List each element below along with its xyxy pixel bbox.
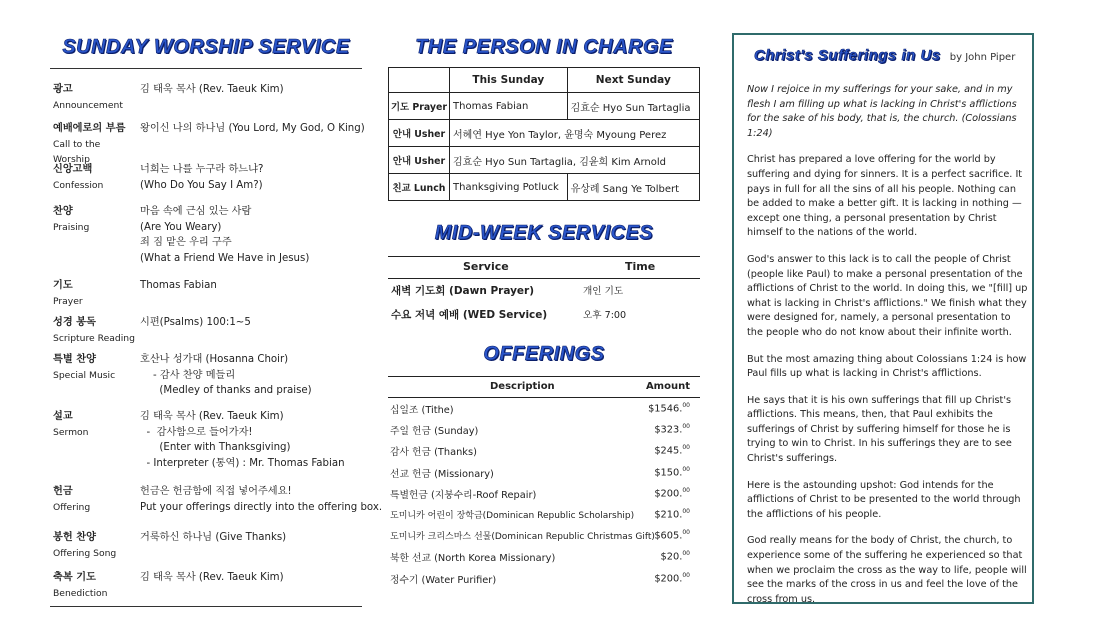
order-label-english: Benediction [53, 587, 108, 599]
article-paragraph: But the most amazing thing about Colossians 1:24 is how Paul fills up what is lacking in Christ's afflictions. [747, 353, 1027, 380]
this-sunday-header: This Sunday [450, 68, 568, 93]
order-label-korean: 광고 [53, 84, 73, 95]
table-row [389, 93, 700, 120]
order-label-english: Scripture Reading [53, 332, 135, 344]
order-label-korean: 설교 [53, 411, 73, 422]
offering-description: 감사 헌금 (Thanks) [390, 447, 477, 459]
offering-amount [654, 529, 690, 541]
table-row [388, 440, 700, 461]
order-label-english: Special Music [53, 369, 116, 381]
role-cell: 안내 Usher [389, 147, 450, 174]
worship-title: SUNDAY WORSHIP SERVICE [62, 36, 350, 58]
offering-amount-dollars: $323. [654, 424, 683, 436]
role-cell: 안내 Usher [389, 120, 450, 147]
article-paragraphs [747, 153, 1029, 607]
order-label [53, 162, 139, 193]
table-row [389, 174, 700, 201]
order-detail [140, 530, 365, 546]
article-byline: by John Piper [949, 52, 1016, 63]
order-detail [140, 162, 365, 193]
order-label-korean: 봉헌 찬양 [53, 532, 96, 543]
offering-amount-cents: 00 [682, 550, 690, 558]
offering-description: 도미니카 어린이 장학금(Dominican Republic Scholarship) [390, 510, 635, 521]
offering-amount-cents: 00 [682, 423, 690, 431]
order-label-english: Call to the Worship [53, 138, 101, 165]
offering-description: 정수기 (Water Purifier) [390, 574, 497, 586]
order-label [53, 570, 139, 601]
offering-amount [654, 423, 690, 435]
order-label [53, 82, 139, 113]
offering-amount-dollars: $1546. [648, 403, 683, 415]
next-sunday-header: Next Sunday [567, 68, 699, 93]
order-detail-line: 김 태욱 목사 (Rev. Taeuk Kim) [140, 84, 284, 95]
table-row [388, 279, 700, 303]
offering-amount-dollars: $20. [660, 551, 683, 563]
offering-amount [654, 487, 690, 499]
offering-amount [661, 550, 690, 562]
article-box [732, 33, 1034, 604]
order-label [53, 530, 139, 561]
offering-amount [654, 444, 690, 456]
order-label-english: Prayer [53, 295, 83, 307]
service-header: Service [463, 260, 509, 273]
offering-amount [654, 572, 690, 584]
role-cell: 기도 Prayer [389, 93, 450, 120]
usher-names-cell: 서혜연 Hye Yon Taylor, 윤명숙 Myoung Perez [450, 120, 700, 147]
order-detail-line: (Who Do You Say I Am?) [140, 179, 263, 191]
order-label-korean: 특별 찬양 [53, 354, 96, 365]
order-label [53, 484, 139, 515]
table-row [388, 462, 700, 483]
order-label [53, 204, 139, 235]
order-label [53, 121, 139, 168]
table-row [388, 303, 700, 327]
next-sunday-cell: 김효순 Hyo Sun Tartaglia [567, 93, 699, 120]
article-paragraph: God's answer to this lack is to call the people of Christ (people like Paul) to make a personal presentation of the afflictions of Christ to the world. In doing this, we "[fill] up what is lacking in Christ's afflictions." We finish what they were designed for, namely, a personal presentation to the people who do not know about their infinite worth. [747, 253, 1028, 338]
offering-amount-cents: 00 [682, 444, 690, 452]
offering-amount-dollars: $200. [654, 488, 683, 500]
order-label [53, 409, 139, 440]
order-label-english: Praising [53, 221, 90, 233]
offering-amount [654, 466, 690, 478]
offering-amount-dollars: $150. [654, 466, 683, 478]
order-label-korean: 축복 기도 [53, 572, 96, 583]
order-detail [140, 484, 383, 515]
offerings-title: OFFERINGS [483, 343, 605, 365]
service-time: 개인 기도 [583, 286, 624, 297]
table-header-row [388, 376, 700, 398]
table-row [389, 120, 700, 147]
order-detail-line: 너희는 나를 누구라 하느냐? [140, 164, 264, 175]
service-name: 수요 저녁 예배 (WED Service) [391, 309, 548, 321]
service-name: 새벽 기도회 (Dawn Prayer) [391, 285, 535, 297]
table-header-row [388, 256, 700, 279]
time-header: Time [625, 260, 656, 273]
article-header [754, 45, 1024, 64]
table-row [388, 398, 700, 419]
order-detail [140, 315, 365, 331]
order-label-english: Sermon [53, 426, 89, 438]
in-charge-table [388, 67, 700, 201]
article-body [747, 83, 1029, 619]
order-label [53, 278, 139, 309]
order-detail-line: 죄 짐 맡은 우리 구주 [140, 237, 232, 248]
order-label-korean: 성경 봉독 [53, 317, 96, 328]
order-detail [140, 570, 365, 586]
order-detail-line: - Interpreter (통역) : Mr. Thomas Fabian [140, 457, 345, 469]
offering-description: 북한 선교 (North Korea Missionary) [390, 553, 556, 565]
order-detail-line: 왕이신 나의 하나님 (You Lord, My God, O King) [140, 123, 365, 134]
order-detail-line: (Are You Weary) [140, 221, 222, 233]
table-row [388, 568, 700, 589]
description-header: Description [490, 381, 555, 392]
midweek-title: MID-WEEK SERVICES [434, 222, 654, 244]
order-label-english: Offering [53, 501, 91, 513]
next-sunday-cell: 유상례 Sang Ye Tolbert [567, 174, 699, 201]
order-detail-line: (What a Friend We Have in Jesus) [140, 252, 310, 264]
order-detail [140, 352, 365, 399]
order-detail-line: - 감사함으로 들어가자! [140, 426, 253, 438]
table-row [388, 504, 700, 525]
order-detail [140, 278, 365, 294]
offering-amount-dollars: $210. [654, 509, 683, 521]
article-paragraph: God really means for the body of Christ, the church, to experience some of the suffering he experienced so that when we proclaim the cross as the way to life, people will see the marks of the cross in us and feel the love of the cross from us. [747, 535, 1027, 605]
this-sunday-cell: Thomas Fabian [450, 93, 568, 120]
this-sunday-cell: Thanksgiving Potluck [450, 174, 568, 201]
table-row [388, 546, 700, 567]
order-label-english: Confession [53, 179, 104, 191]
table-row [388, 483, 700, 504]
scripture-quote: Now I rejoice in my sufferings for your sake, and in my flesh I am filling up what is lacking in Christ's afflictions for the sake of his body, that is, the church. (Colossians 1:24) [747, 84, 1017, 139]
order-detail [140, 82, 365, 98]
offering-amount-dollars: $245. [654, 445, 683, 457]
order-detail-line: Put your offerings directly into the offering box. [140, 501, 383, 513]
order-label-korean: 기도 [53, 280, 73, 291]
offering-amount-cents: 00 [682, 465, 690, 473]
divider [50, 68, 362, 69]
amount-header: Amount [645, 381, 690, 392]
article-title: Christ's Sufferings in Us [754, 47, 941, 64]
offering-amount-cents: 00 [682, 486, 690, 494]
offering-amount-cents: 00 [682, 571, 690, 579]
offering-description: 선교 헌금 (Missionary) [390, 468, 494, 480]
service-time: 오후 7:00 [583, 310, 627, 321]
order-detail-line: 김 태욱 목사 (Rev. Taeuk Kim) [140, 572, 284, 583]
order-detail-line: 헌금은 헌금함에 직접 넣어주세요! [140, 486, 292, 497]
midweek-table [388, 256, 700, 327]
in-charge-title: THE PERSON IN CHARGE [415, 36, 673, 58]
offering-amount-dollars: $200. [654, 572, 683, 584]
article-paragraph: Christ has prepared a love offering for the world by suffering and dying for sinners. It is a perfect sacrifice. It pays in full for all the sins of all his people. Nothing can be added to make a better gift. It is lacking in nothing — except one thing, a personal presentation by Christ himself to the nations of the world. [747, 154, 1023, 239]
offering-amount [648, 402, 690, 414]
order-label-english: Offering Song [53, 547, 117, 559]
offering-amount-dollars: $605. [654, 530, 683, 542]
order-label-korean: 예배에로의 부름 [53, 123, 126, 134]
offering-description: 주일 헌금 (Sunday) [390, 426, 479, 438]
order-detail-line: 마음 속에 근심 있는 사람 [140, 206, 252, 217]
offering-amount-cents: 00 [682, 529, 690, 537]
order-label-korean: 헌금 [53, 486, 73, 497]
table-row [389, 147, 700, 174]
offerings-table [388, 376, 700, 589]
order-detail-line: (Medley of thanks and praise) [140, 385, 312, 396]
order-label [53, 352, 139, 383]
offering-description: 도미니카 크리스마스 선물(Dominican Republic Christmas Gift) [390, 532, 655, 543]
order-detail-line: 호산나 성가대 (Hosanna Choir) [140, 354, 289, 365]
order-detail-line: Thomas Fabian [140, 280, 217, 291]
divider [50, 606, 362, 607]
order-label-korean: 찬양 [53, 206, 73, 217]
offering-amount-cents: 00 [682, 402, 690, 409]
role-header [389, 68, 450, 93]
order-detail-line: (Enter with Thanksgiving) [140, 442, 291, 453]
order-label-korean: 신앙고백 [53, 164, 93, 175]
order-detail [140, 409, 365, 471]
order-detail [140, 121, 365, 137]
order-detail-line: 시편(Psalms) 100:1~5 [140, 317, 251, 328]
order-detail-line: 김 태욱 목사 (Rev. Taeuk Kim) [140, 411, 284, 422]
offering-amount [654, 508, 690, 520]
order-detail-line: - 감사 찬양 메들리 [140, 369, 236, 381]
role-cell: 친교 Lunch [389, 174, 450, 201]
table-header-row [389, 68, 700, 93]
table-row [388, 525, 700, 546]
order-detail [140, 204, 365, 266]
offering-description: 특별헌금 (지붕수리-Roof Repair) [390, 489, 537, 501]
offering-amount-cents: 00 [682, 507, 690, 515]
offerings-rows [388, 398, 700, 589]
offering-description: 십일조 (Tithe) [390, 405, 454, 416]
article-paragraph: He says that it is his own sufferings that fill up Christ's afflictions. This means, then, that Paul exhibits the sufferings of Christ by suffering himself for those he is trying to win to Christ. In his sufferings they are to see Christ's sufferings. [747, 394, 1012, 465]
usher-names-cell: 김효순 Hyo Sun Tartaglia, 김윤희 Kim Arnold [450, 147, 700, 174]
table-row [388, 419, 700, 440]
order-detail-line: 거룩하신 하나님 (Give Thanks) [140, 532, 287, 543]
order-label-english: Announcement [53, 99, 123, 111]
article-paragraph: Here is the astounding upshot: God intends for the afflictions of Christ to be presented to the world through the afflictions of his people. [747, 479, 1021, 520]
order-label [53, 315, 139, 346]
